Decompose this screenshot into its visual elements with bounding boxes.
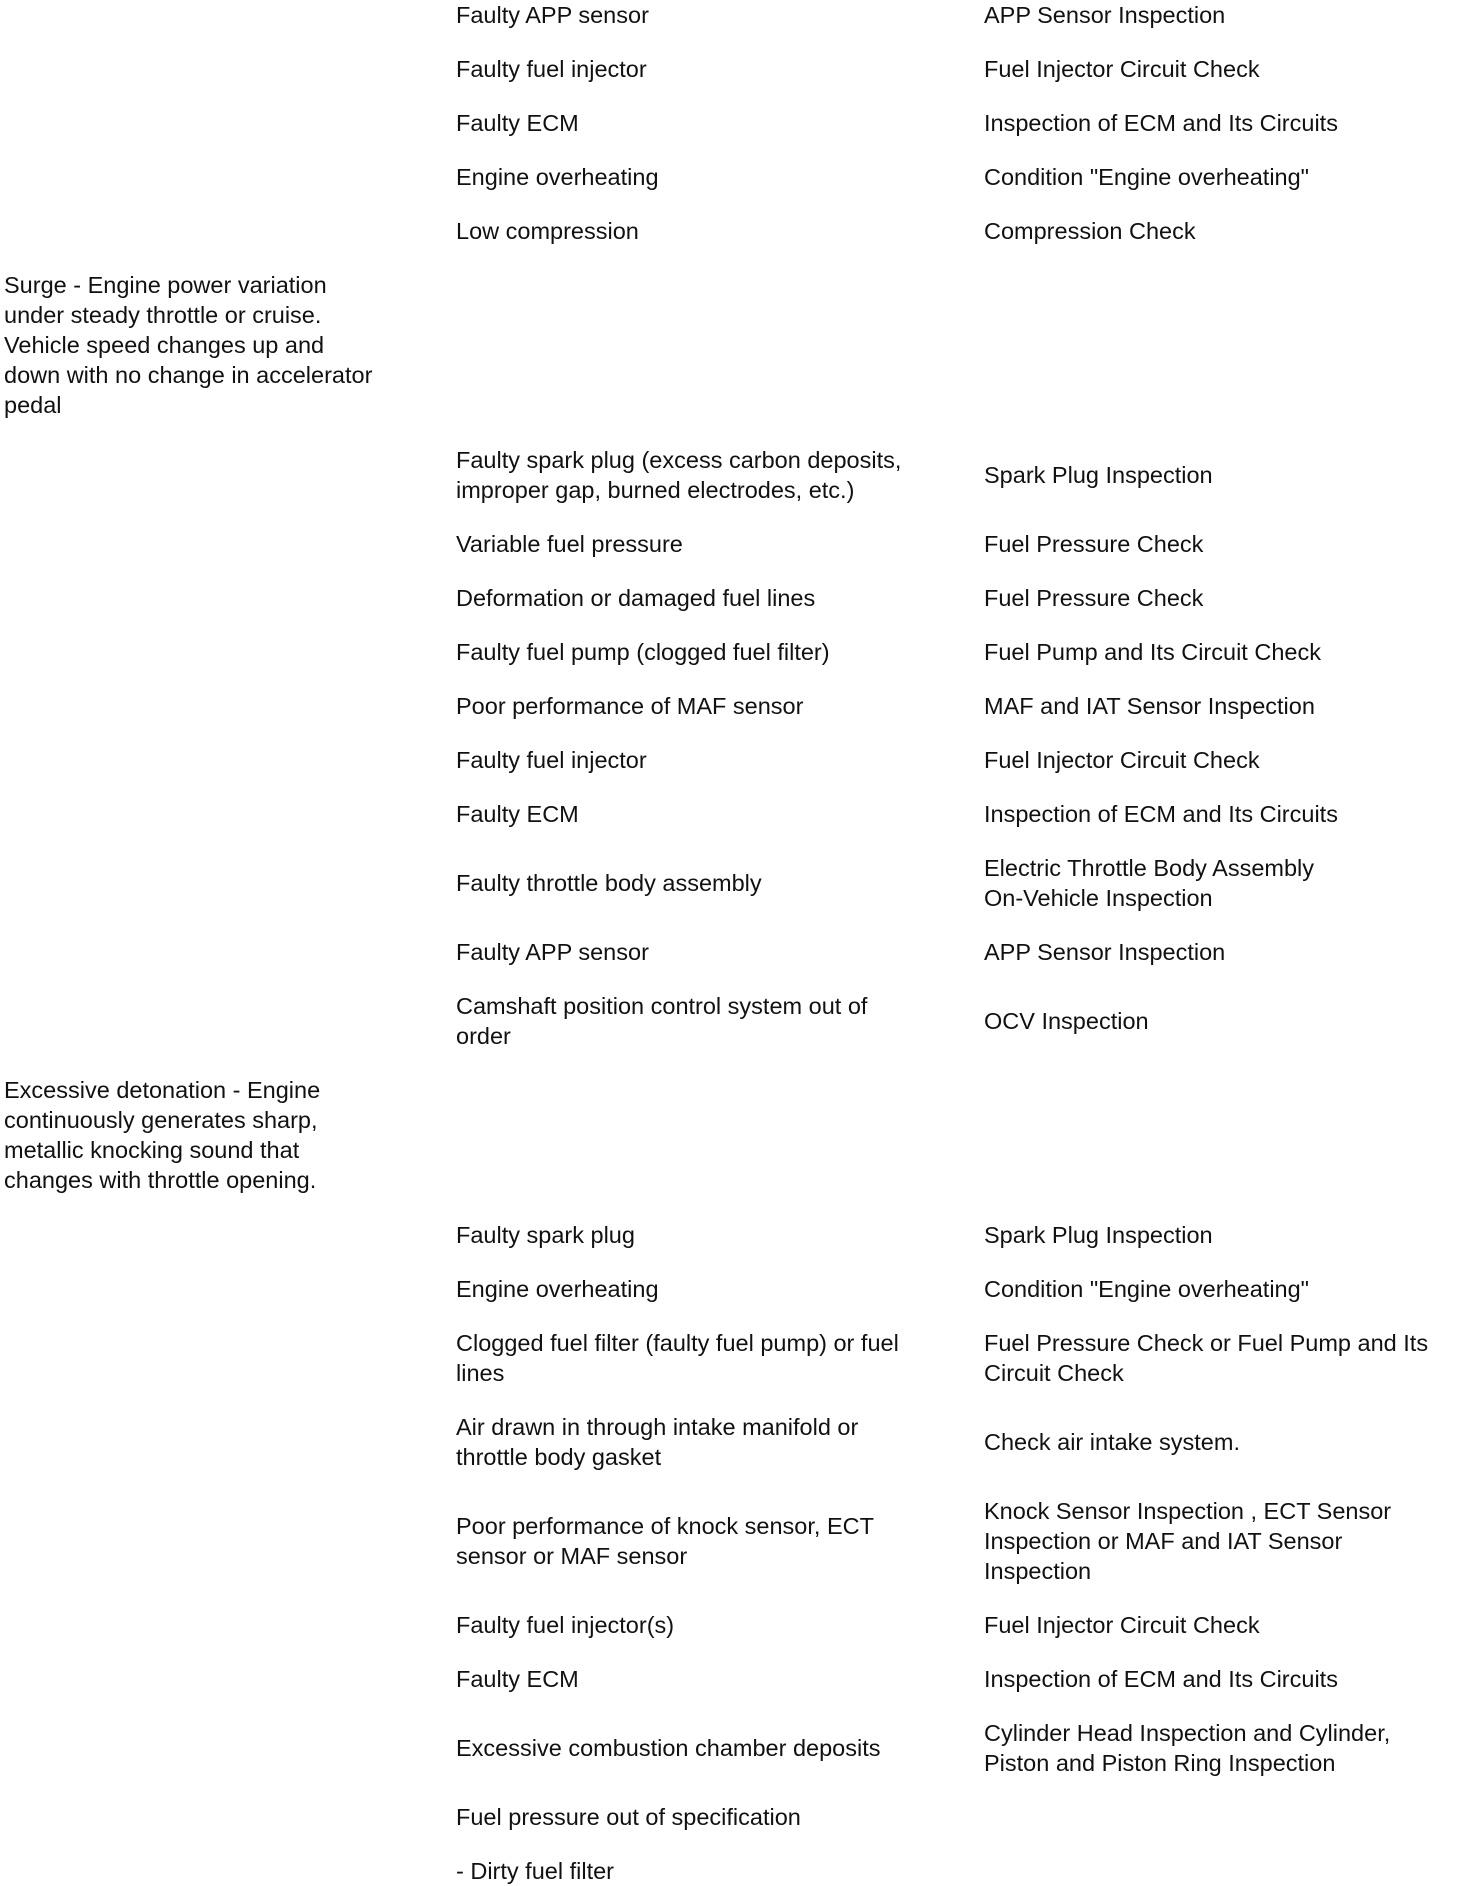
cause-text: Excessive combustion chamber deposits: [456, 1735, 881, 1761]
reference-text: Compression Check: [984, 218, 1196, 244]
cause-text: Faulty fuel injector: [456, 747, 647, 773]
cause-text: Faulty APP sensor: [456, 939, 649, 965]
reference-text: Fuel Pump and Its Circuit Check: [984, 639, 1321, 665]
cause-text: Clogged fuel filter (faulty fuel pump) or fuel lines: [456, 1330, 899, 1386]
condition-excessive-detonation: Excessive detonation - Engine continuously generates sharp, metallic knocking sound that changes with throttle opening.: [4, 1077, 321, 1193]
reference-text: APP Sensor Inspection: [984, 939, 1226, 965]
reference-text: Check air intake system.: [984, 1429, 1240, 1455]
cause-text: Faulty ECM: [456, 801, 579, 827]
cause-text: Fuel pressure out of specification: [456, 1804, 801, 1830]
reference-text: Fuel Injector Circuit Check: [984, 1612, 1260, 1638]
cause-text: Poor performance of knock sensor, ECT sensor or MAF sensor: [456, 1513, 874, 1569]
reference-text: MAF and IAT Sensor Inspection: [984, 693, 1315, 719]
cause-text: Low compression: [456, 218, 639, 244]
cause-text: Deformation or damaged fuel lines: [456, 585, 816, 611]
cause-text: Variable fuel pressure: [456, 531, 683, 557]
reference-text: Condition "Engine overheating": [984, 1276, 1310, 1302]
cause-text: Faulty ECM: [456, 1666, 579, 1692]
cause-text: Faulty fuel injector(s): [456, 1612, 675, 1638]
reference-text: Cylinder Head Inspection and Cylinder, Piston and Piston Ring Inspection: [984, 1720, 1391, 1776]
cause-text: Faulty spark plug (excess carbon deposits, improper gap, burned electrodes, etc.): [456, 447, 902, 503]
reference-text: Inspection of ECM and Its Circuits: [984, 1666, 1338, 1692]
reference-text: Inspection of ECM and Its Circuits: [984, 110, 1338, 136]
reference-text: Condition "Engine overheating": [984, 164, 1310, 190]
cause-text: Faulty throttle body assembly: [456, 870, 762, 896]
cause-text: Camshaft position control system out of order: [456, 993, 868, 1049]
cause-text: Engine overheating: [456, 164, 659, 190]
cause-text: Faulty fuel injector: [456, 56, 647, 82]
reference-text: OCV Inspection: [984, 1008, 1149, 1034]
reference-text: Fuel Injector Circuit Check: [984, 56, 1260, 82]
cause-text: Air drawn in through intake manifold or throttle body gasket: [456, 1414, 859, 1470]
reference-text: Inspection of ECM and Its Circuits: [984, 801, 1338, 827]
cause-text: Faulty APP sensor: [456, 2, 649, 28]
cause-text: Poor performance of MAF sensor: [456, 693, 804, 719]
reference-text: Knock Sensor Inspection , ECT Sensor Inspection or MAF and IAT Sensor Inspection: [984, 1498, 1392, 1584]
reference-text: Electric Throttle Body Assembly On-Vehicle Inspection: [984, 855, 1314, 911]
cause-text: Faulty ECM: [456, 110, 579, 136]
reference-text: Fuel Pressure Check: [984, 585, 1204, 611]
reference-text: Spark Plug Inspection: [984, 1222, 1213, 1248]
reference-text: APP Sensor Inspection: [984, 2, 1226, 28]
reference-text: Fuel Pressure Check: [984, 531, 1204, 557]
cause-text: - Dirty fuel filter: [456, 1858, 614, 1884]
cause-text: Engine overheating: [456, 1276, 659, 1302]
cause-text: Faulty spark plug: [456, 1222, 635, 1248]
cause-text: Faulty fuel pump (clogged fuel filter): [456, 639, 830, 665]
reference-text: Spark Plug Inspection: [984, 462, 1213, 488]
reference-text: Fuel Injector Circuit Check: [984, 747, 1260, 773]
reference-text: Fuel Pressure Check or Fuel Pump and Its Circuit Check: [984, 1330, 1429, 1386]
condition-surge: Surge - Engine power variation under steady throttle or cruise. Vehicle speed changes up and down with no change in accelerator pedal: [4, 272, 373, 418]
